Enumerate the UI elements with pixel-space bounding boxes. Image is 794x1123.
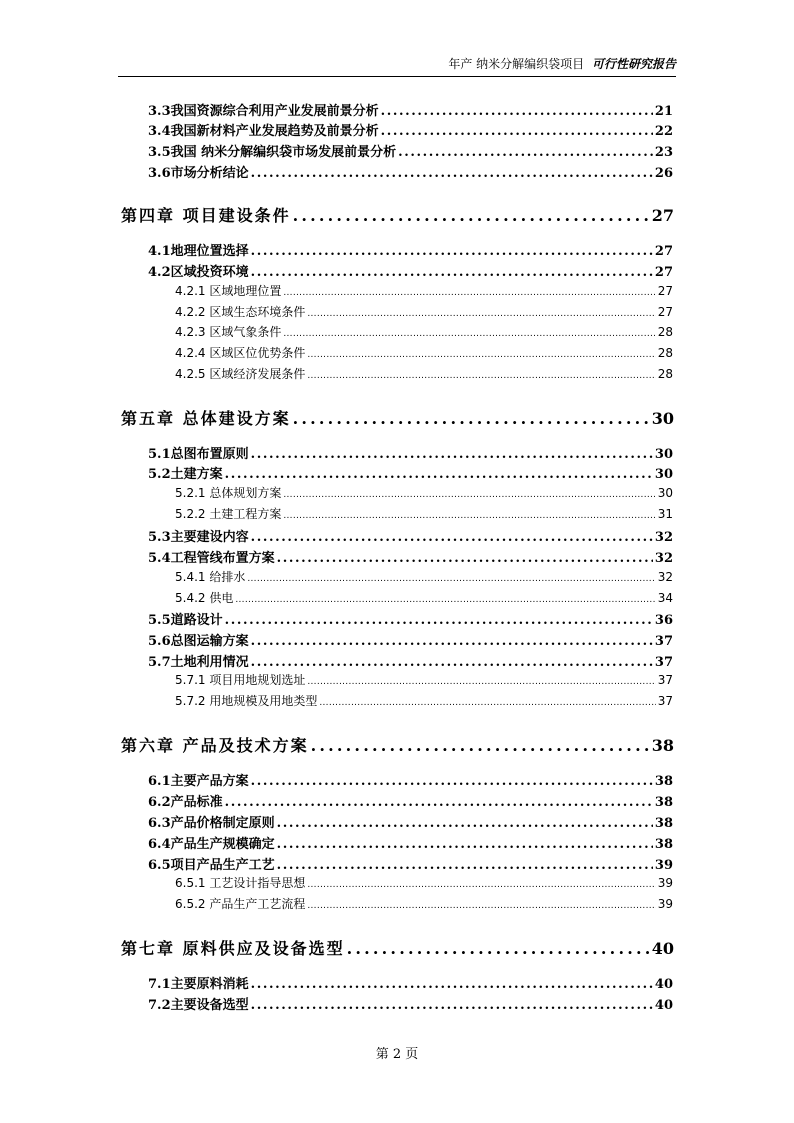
dot-leader — [307, 677, 655, 687]
header-report-title: 可行性研究报告 — [591, 57, 676, 71]
dot-leader — [398, 145, 653, 160]
dot-leader — [319, 698, 655, 708]
toc-entry-title: 6.3产品价格制定原则 — [148, 816, 275, 831]
toc-section-entry — [148, 812, 673, 830]
toc-entry-title: 5.7.2 用地规模及用地类型 — [175, 694, 318, 708]
toc-entry-page: 38 — [654, 816, 673, 831]
dot-leader — [347, 939, 650, 958]
toc-section-entry — [148, 443, 673, 461]
toc-entry-title: 5.2土建方案 — [148, 467, 223, 482]
toc-entry-title: 4.2.1 区域地理位置 — [175, 284, 282, 298]
dot-leader — [307, 371, 655, 381]
toc-section-entry — [148, 791, 673, 809]
dot-leader — [251, 634, 653, 649]
toc-entry-page: 38 — [654, 774, 673, 789]
toc-entry-page: 28 — [657, 367, 673, 381]
toc-entry-page: 32 — [654, 530, 673, 545]
toc-entry-title: 5.7土地利用情况 — [148, 655, 249, 670]
toc-section-entry — [148, 463, 673, 481]
dot-leader — [251, 998, 653, 1013]
dot-leader — [293, 206, 650, 225]
toc-entry-title: 4.2.3 区域气象条件 — [175, 325, 282, 339]
toc-entry-page: 39 — [657, 897, 673, 911]
toc-entry-page: 23 — [654, 145, 673, 160]
toc-section-entry — [148, 162, 673, 180]
toc-entry-page: 38 — [651, 736, 674, 755]
toc-entry-title: 6.1主要产品方案 — [148, 774, 249, 789]
dot-leader — [235, 595, 655, 605]
toc-entry-title: 第七章 原料供应及设备选型 — [121, 939, 345, 958]
toc-entry-title: 6.2产品标准 — [148, 795, 223, 810]
toc-entry-title: 4.2.4 区域区位优势条件 — [175, 346, 306, 360]
toc-entry-page: 34 — [657, 591, 673, 605]
toc-entry-page: 27 — [654, 265, 673, 280]
toc-entry-page: 30 — [657, 486, 673, 500]
toc-section-entry — [148, 240, 673, 258]
toc-section-entry — [148, 141, 673, 159]
dot-leader — [293, 409, 650, 428]
dot-leader — [251, 265, 653, 280]
toc-entry-title: 7.1主要原料消耗 — [148, 977, 249, 992]
toc-entry-title: 5.1总图布置原则 — [148, 447, 249, 462]
page-number: 第 2 页 — [375, 1047, 419, 1062]
toc-section-entry — [148, 651, 673, 669]
toc-entry-page: 37 — [654, 655, 673, 670]
dot-leader — [277, 837, 653, 852]
toc-entry-page: 27 — [657, 284, 673, 298]
toc-entry-page: 39 — [657, 876, 673, 890]
toc-entry-page: 36 — [654, 613, 673, 628]
toc-subsection-entry — [175, 365, 673, 382]
header-project-title: 年产 纳米分解编织袋项目 — [448, 57, 585, 71]
toc-entry-page: 27 — [654, 244, 673, 259]
dot-leader — [251, 447, 653, 462]
toc-chapter-entry — [121, 406, 674, 428]
toc-subsection-entry — [175, 282, 673, 299]
dot-leader — [277, 551, 653, 566]
toc-chapter-entry — [121, 203, 674, 225]
toc-entry-page: 21 — [654, 104, 673, 119]
toc-entry-title: 4.1地理位置选择 — [148, 244, 249, 259]
toc-entry-page: 40 — [651, 939, 674, 958]
toc-entry-page: 31 — [657, 507, 673, 521]
toc-subsection-entry — [175, 344, 673, 361]
dot-leader — [251, 166, 653, 181]
dot-leader — [247, 574, 655, 584]
dot-leader — [381, 124, 653, 139]
toc-entry-page: 32 — [657, 570, 673, 584]
dot-leader — [225, 795, 653, 810]
toc-entry-page: 38 — [654, 837, 673, 852]
toc-section-entry — [148, 854, 673, 872]
toc-entry-page: 30 — [654, 467, 673, 482]
toc-entry-page: 30 — [651, 409, 674, 428]
toc-entry-title: 3.4我国新材料产业发展趋势及前景分析 — [148, 124, 379, 139]
dot-leader — [251, 244, 653, 259]
toc-entry-page: 26 — [654, 166, 673, 181]
toc-entry-title: 4.2区域投资环境 — [148, 265, 249, 280]
toc-entry-title: 3.6市场分析结论 — [148, 166, 249, 181]
toc-entry-title: 5.6总图运输方案 — [148, 634, 249, 649]
toc-section-entry — [148, 994, 673, 1012]
toc-entry-page: 28 — [657, 346, 673, 360]
toc-entry-page: 40 — [654, 977, 673, 992]
toc-entry-page: 27 — [651, 206, 674, 225]
toc-entry-title: 5.3主要建设内容 — [148, 530, 249, 545]
dot-leader — [251, 774, 653, 789]
dot-leader — [307, 309, 655, 319]
toc-entry-page: 38 — [654, 795, 673, 810]
toc-entry-title: 6.5.1 工艺设计指导思想 — [175, 876, 306, 890]
toc-chapter-entry — [121, 733, 674, 755]
toc-entry-title: 第六章 产品及技术方案 — [121, 736, 309, 755]
toc-section-entry — [148, 526, 673, 544]
toc-subsection-entry — [175, 303, 673, 320]
toc-entry-title: 6.5项目产品生产工艺 — [148, 858, 275, 873]
dot-leader — [225, 467, 653, 482]
toc-entry-title: 3.3我国资源综合利用产业发展前景分析 — [148, 104, 379, 119]
dot-leader — [283, 511, 655, 521]
dot-leader — [251, 655, 653, 670]
toc-section-entry — [148, 630, 673, 648]
dot-leader — [283, 288, 655, 298]
toc-entry-page: 30 — [654, 447, 673, 462]
toc-section-entry — [148, 973, 673, 991]
toc-section-entry — [148, 770, 673, 788]
dot-leader — [307, 901, 655, 911]
toc-entry-page: 27 — [657, 305, 673, 319]
toc-entry-title: 3.5我国 纳米分解编织袋市场发展前景分析 — [148, 145, 397, 160]
toc-section-entry — [148, 609, 673, 627]
toc-entry-page: 40 — [654, 998, 673, 1013]
toc-subsection-entry — [175, 874, 673, 891]
toc-subsection-entry — [175, 692, 673, 709]
toc-entry-title: 第四章 项目建设条件 — [121, 206, 291, 225]
dot-leader — [251, 977, 653, 992]
toc-entry-title: 第五章 总体建设方案 — [121, 409, 291, 428]
dot-leader — [277, 858, 653, 873]
toc-entry-title: 5.2.1 总体规划方案 — [175, 486, 282, 500]
dot-leader — [311, 736, 650, 755]
toc-section-entry — [148, 100, 673, 118]
toc-subsection-entry — [175, 505, 673, 522]
toc-entry-title: 6.4产品生产规模确定 — [148, 837, 275, 852]
toc-entry-page: 22 — [654, 124, 673, 139]
toc-entry-page: 32 — [654, 551, 673, 566]
dot-leader — [225, 613, 653, 628]
toc-subsection-entry — [175, 323, 673, 340]
toc-section-entry — [148, 261, 673, 279]
dot-leader — [283, 329, 655, 339]
toc-entry-title: 5.4工程管线布置方案 — [148, 551, 275, 566]
toc-subsection-entry — [175, 671, 673, 688]
toc-section-entry — [148, 120, 673, 138]
toc-entry-title: 6.5.2 产品生产工艺流程 — [175, 897, 306, 911]
dot-leader — [251, 530, 653, 545]
toc-section-entry — [148, 547, 673, 565]
toc-subsection-entry — [175, 895, 673, 912]
toc-entry-title: 5.7.1 项目用地规划选址 — [175, 673, 306, 687]
toc-entry-title: 5.4.1 给排水 — [175, 570, 246, 584]
toc-entry-page: 37 — [657, 694, 673, 708]
toc-subsection-entry — [175, 484, 673, 501]
toc-chapter-entry — [121, 936, 674, 958]
toc-entry-page: 39 — [654, 858, 673, 873]
dot-leader — [283, 490, 655, 500]
toc-entry-page: 37 — [657, 673, 673, 687]
dot-leader — [277, 816, 653, 831]
toc-entry-title: 5.2.2 土建工程方案 — [175, 507, 282, 521]
toc-subsection-entry — [175, 589, 673, 606]
dot-leader — [381, 104, 653, 119]
toc-entry-title: 4.2.2 区域生态环境条件 — [175, 305, 306, 319]
toc-entry-page: 37 — [654, 634, 673, 649]
dot-leader — [307, 880, 655, 890]
toc-entry-title: 7.2主要设备选型 — [148, 998, 249, 1013]
toc-entry-title: 5.4.2 供电 — [175, 591, 234, 605]
dot-leader — [307, 350, 655, 360]
toc-subsection-entry — [175, 568, 673, 585]
toc-entry-title: 4.2.5 区域经济发展条件 — [175, 367, 306, 381]
toc-entry-page: 28 — [657, 325, 673, 339]
toc-entry-title: 5.5道路设计 — [148, 613, 223, 628]
toc-section-entry — [148, 833, 673, 851]
